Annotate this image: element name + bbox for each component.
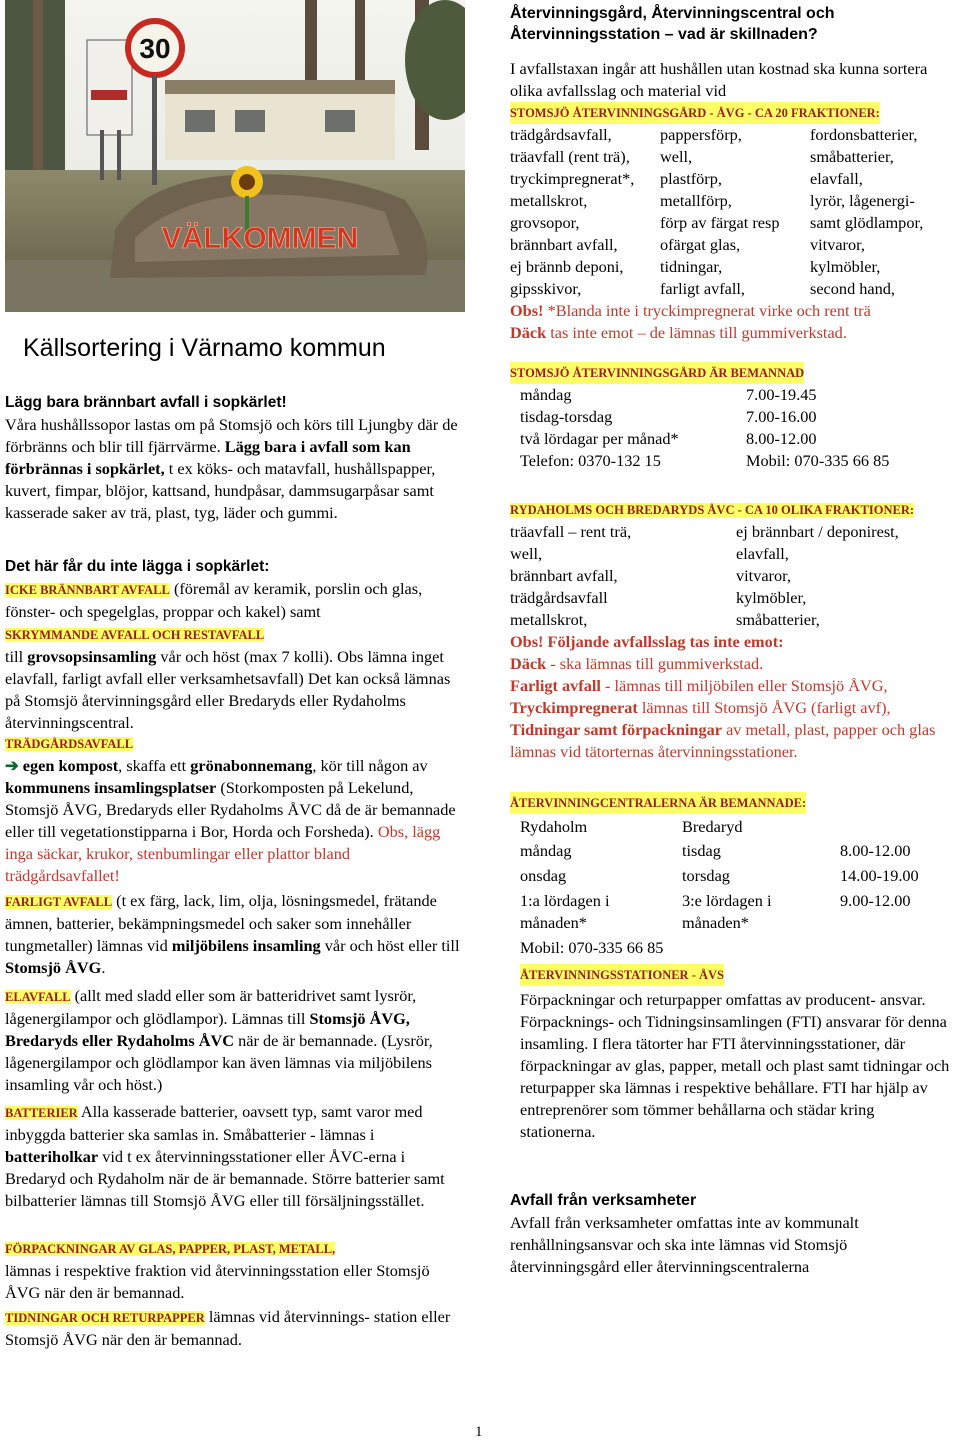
avc-header-cell: Rydaholm bbox=[520, 817, 588, 836]
avc-table-cell: 1:a lördagen i månaden* bbox=[520, 891, 610, 932]
obs1-text: *Blanda inte i tryckimpregnerat virke och rent trä bbox=[547, 301, 871, 320]
garden-b2: grönabonnemang bbox=[190, 756, 313, 775]
bemannad-table bbox=[520, 384, 946, 472]
right-heading-section bbox=[510, 3, 950, 45]
lead-section bbox=[5, 392, 465, 524]
stomsjo-table-cell: metallförp, bbox=[660, 191, 732, 210]
avc-table-cell: 14.00-19.00 bbox=[840, 866, 919, 885]
tidn-note-label: Tidningar samt förpackningar bbox=[510, 720, 722, 739]
intro-text: I avfallstaxan ingår att hushållen utan kostnad ska kunna sortera olika avfallsslag och material vid bbox=[510, 59, 928, 100]
stomsjo-section bbox=[510, 58, 955, 344]
newspaper-section bbox=[5, 1306, 465, 1351]
avc-section bbox=[510, 792, 955, 959]
rydaholm-table-cell: trädgårdsavfall bbox=[510, 588, 608, 607]
hazard-paragraph bbox=[5, 890, 465, 979]
rydaholm-table-cell: ej brännbart / deponirest, bbox=[736, 522, 899, 541]
newspaper-paragraph bbox=[5, 1306, 465, 1351]
stomsjo-table-cell: tidningar, bbox=[660, 257, 723, 276]
hazard-t1: (t ex färg, lack, lim, olja, lösningsmedel, frätande ämnen, batterier, bekämpningsmedel och saker som innehåller tungmetaller) lämnas vid bbox=[5, 891, 437, 955]
rydaholm-table-cell: brännbart avfall, bbox=[510, 566, 618, 585]
stomsjo-table-cell: plastförp, bbox=[660, 169, 722, 188]
building bbox=[165, 80, 395, 160]
bemannad-table-cell: tisdag-torsdag bbox=[520, 407, 613, 426]
hazard-t2: vår och höst eller till bbox=[324, 936, 460, 955]
battery-paragraph bbox=[5, 1101, 465, 1212]
avc-table-cell: onsdag bbox=[520, 866, 567, 885]
rydaholm-table-row bbox=[510, 521, 955, 543]
garden-b1: egen kompost bbox=[22, 756, 119, 775]
rydaholm-table-cell: kylmöbler, bbox=[736, 588, 807, 607]
battery-b1: batteriholkar bbox=[5, 1147, 99, 1166]
garden-label: TRÄDGÅRDSAVFALL bbox=[5, 737, 134, 751]
garden-warning: Obs, lägg inga säckar, krukor, stenbumlingar eller plattor bland trädgårdsavfallet! bbox=[5, 822, 441, 885]
business-heading: Avfall från verksamheter bbox=[510, 1192, 697, 1209]
avc-table-cell: tisdag bbox=[682, 841, 721, 860]
electronics-label: ELAVFALL bbox=[5, 990, 71, 1004]
avc-mobile: Mobil: 070-335 66 85 bbox=[520, 938, 664, 957]
rydaholm-table bbox=[510, 521, 955, 631]
lead-paragraph bbox=[5, 414, 465, 524]
stomsjo-table-cell: brännbart avfall, bbox=[510, 235, 618, 254]
stomsjo-table-cell: småbatterier, bbox=[810, 147, 894, 166]
stomsjo-table-cell: kylmöbler, bbox=[810, 257, 881, 276]
dack1 bbox=[510, 322, 955, 344]
stomsjo-table bbox=[510, 124, 955, 300]
bemannad-table-cell: två lördagar per månad* bbox=[520, 429, 679, 448]
tryck-note-label: Tryckimpregnerat bbox=[510, 698, 638, 717]
battery-label: BATTERIER bbox=[5, 1106, 78, 1120]
lead-text-1: Våra hushållssopor lastas om på Stomsjö och körs till Ljungby där de förbränns och blir till fjärrvärme. bbox=[5, 415, 458, 456]
dack1-text: tas inte emot – de lämnas till gummiverkstad. bbox=[550, 323, 847, 342]
bemannad-table-row bbox=[520, 428, 946, 450]
stomsjo-table-cell: träavfall (rent trä), bbox=[510, 147, 630, 166]
page-number: 1 bbox=[475, 1424, 483, 1440]
hazard-t3: . bbox=[101, 958, 106, 977]
welcome-photo-svg bbox=[5, 0, 465, 312]
battery-t1: Alla kasserade batterier, oavsett typ, samt varor med inbyggda batterier ska samlas in. Småbatterier - lämnas i bbox=[5, 1102, 423, 1144]
packaging-paragraph bbox=[5, 1237, 465, 1304]
avc-label: ÅTERVINNINGCENTRALERNA ÄR BEMANNADE: bbox=[510, 792, 806, 814]
stomsjo-table-cell: samt glödlampor, bbox=[810, 213, 924, 232]
bemannad-table-cell: 7.00-19.45 bbox=[746, 385, 817, 404]
stomsjo-table-cell: well, bbox=[660, 147, 693, 166]
avc-table-row bbox=[520, 840, 940, 865]
stomsjo-table-cell: trädgårdsavfall, bbox=[510, 125, 612, 144]
business-section bbox=[510, 1190, 955, 1278]
welcome-rock-text: VÄLKOMMEN bbox=[161, 222, 359, 255]
newspaper-label: TIDNINGAR OCH RETURPAPPER bbox=[5, 1311, 205, 1325]
arrow-icon: ➔ bbox=[5, 756, 19, 775]
hazard-b1: miljöbilens insamling bbox=[171, 936, 321, 955]
garden-b3: kommunens insamlingsplatser bbox=[5, 778, 217, 797]
speed-sign-number: 30 bbox=[139, 33, 171, 64]
stomsjo-table-cell: farligt avfall, bbox=[660, 279, 745, 298]
tidn-note bbox=[510, 719, 955, 763]
rydaholm-table-cell: vitvaror, bbox=[736, 566, 791, 585]
stomsjo-table-cell: förp av färgat resp bbox=[660, 213, 780, 232]
avc-table-cell: 9.00-12.00 bbox=[840, 891, 911, 910]
lead-text-2: t ex köks- och matavfall, hushållspapper, kuvert, fimpar, blöjor, kattsand, hundpåsar, dammsugarpåsar samt kasserade saker av trä, plast, tyg, läder och gummi. bbox=[5, 459, 436, 522]
packaging-label: FÖRPACKNINGAR AV GLAS, PAPPER, PLAST, METALL, bbox=[5, 1242, 336, 1256]
bemannad-table-row bbox=[520, 384, 946, 406]
avc-header-cell: Bredaryd bbox=[682, 817, 743, 836]
stomsjo-table-row bbox=[510, 168, 955, 190]
not-allowed-section bbox=[5, 556, 465, 734]
avc-header-cell bbox=[840, 816, 940, 840]
avc-table bbox=[520, 816, 940, 937]
electronics-t1: (allt med sladd eller som är batteridrivet samt lysrör, lågenergilampor och glödlampor). Lämnas till bbox=[5, 986, 417, 1028]
stomsjo-table-cell: fordonsbatterier, bbox=[810, 125, 918, 144]
icke-paragraph bbox=[5, 578, 465, 734]
electronics-t2: när de är bemannade. (Lysrör, lågenergilampor och glödlampor kan även lämnas via miljöbilens insamling vår och höst.) bbox=[5, 1031, 433, 1094]
stomsjo-table-row bbox=[510, 146, 955, 168]
stomsjo-table-cell: ofärgat glas, bbox=[660, 235, 741, 254]
garden-t2: , kör till någon av bbox=[312, 756, 428, 775]
rydaholm-label: RYDAHOLMS OCH BREDARYDS ÅVC - CA 10 OLIKA FRAKTIONER: bbox=[510, 503, 915, 517]
page-title: Källsortering i Värnamo kommun bbox=[23, 334, 386, 362]
lead-text-bold: Lägg bara i avfall som kan förbrännas i sopkärlet, bbox=[5, 437, 411, 478]
garden-t3: (Storkomposten på Lekelund, Stomsjö ÅVG, Bredaryds eller Rydaholms ÅVC då de är bemannade eller till vegetationstipparna i Bor, Horda och Forsheda). bbox=[5, 778, 456, 841]
stomsjo-table-cell: vitvaror, bbox=[810, 235, 865, 254]
stomsjo-table-cell: elavfall, bbox=[810, 169, 863, 188]
business-text: Avfall från verksamheter omfattas inte av kommunalt renhållningsansvar och ska inte lämnas vid Stomsjö återvinningsgård eller återvinningscentralerna bbox=[510, 1213, 859, 1276]
dack2-label: Däck bbox=[510, 654, 547, 673]
avc-table-row bbox=[520, 890, 940, 937]
battery-t2: vid t ex återvinningsstationer eller ÅVC-erna i Bredaryd och Rydaholm när de är bemannade. Större batterier samt bilbatterier lämnas till Stomsjö ÅVG eller till försäljningsstället. bbox=[5, 1147, 445, 1210]
garden-section bbox=[5, 732, 465, 887]
garden-t1: , skaffa ett bbox=[118, 756, 187, 775]
stomsjo-table-cell: tryckimpregnerat*, bbox=[510, 169, 635, 188]
stomsjo-table-row bbox=[510, 124, 955, 146]
avc-header-row bbox=[520, 816, 940, 840]
avc-table-cell: måndag bbox=[520, 841, 572, 860]
bemannad-table-cell: måndag bbox=[520, 385, 572, 404]
avs-section bbox=[520, 964, 950, 1143]
bemannad-table-row bbox=[520, 450, 946, 472]
skrym-pre: till bbox=[5, 647, 24, 666]
electronics-b1: Stomsjö ÅVG, Bredaryds eller Rydaholms ÅVC bbox=[5, 1009, 410, 1050]
stomsjo-table-cell: second hand, bbox=[810, 279, 895, 298]
stomsjo-table-row bbox=[510, 234, 955, 256]
avc-table-cell: 8.00-12.00 bbox=[840, 841, 911, 860]
icke-label: ICKE BRÄNNBART AVFALL bbox=[5, 583, 170, 597]
tidn-note-text: av metall, plast, papper och glas lämnas vid tätorternas återvinningsstationer. bbox=[510, 720, 936, 761]
tryck-note bbox=[510, 697, 955, 719]
stomsjo-label: STOMSJÖ ÅTERVINNINGSGÅRD - ÅVG - CA 20 FRAKTIONER: bbox=[510, 102, 880, 124]
tryck-note-text: lämnas till Stomsjö ÅVG (farligt avf), bbox=[641, 698, 891, 717]
obs2: Obs! Följande avfallsslag tas inte emot: bbox=[510, 632, 784, 651]
garden-paragraph bbox=[5, 732, 465, 887]
stomsjo-table-cell: ej brännb deponi, bbox=[510, 257, 624, 276]
bemannad-table-row bbox=[520, 406, 946, 428]
rydaholm-table-row bbox=[510, 565, 955, 587]
rydaholm-table-cell: träavfall – rent trä, bbox=[510, 522, 632, 541]
avs-label: ÅTERVINNINGSSTATIONER - ÅVS bbox=[520, 964, 724, 986]
dack1-label: Däck bbox=[510, 323, 547, 342]
rydaholm-section bbox=[510, 501, 955, 763]
packaging-section bbox=[5, 1237, 465, 1304]
rydaholm-table-cell: elavfall, bbox=[736, 544, 789, 563]
not-allowed-heading: Det här får du inte lägga i sopkärlet: bbox=[5, 558, 270, 575]
farligt-note-text: - lämnas till miljöbilen eller Stomsjö ÅVG, bbox=[604, 676, 888, 695]
stomsjo-table-cell: metallskrot, bbox=[510, 191, 588, 210]
hazard-b2: Stomsjö ÅVG bbox=[5, 958, 102, 977]
newspaper-text: lämnas vid återvinnings- station eller Stomsjö ÅVG när den är bemannad. bbox=[5, 1307, 451, 1349]
electronics-section bbox=[5, 985, 465, 1096]
avc-table-row bbox=[520, 865, 940, 890]
farligt-note-label: Farligt avfall bbox=[510, 676, 601, 695]
bemannad-table-cell: 7.00-16.00 bbox=[746, 407, 817, 426]
bemannad-table-cell: Mobil: 070-335 66 85 bbox=[746, 451, 890, 470]
hazard-section bbox=[5, 890, 465, 979]
battery-section bbox=[5, 1101, 465, 1212]
rydaholm-table-cell: metallskrot, bbox=[510, 610, 588, 629]
farligt-note bbox=[510, 675, 955, 697]
avs-text: Förpackningar och returpapper omfattas av producent- ansvar. Förpacknings- och Tidningsinsamlingen (FTI) ansvarar för denna insamling. I flera tätorter har FTI återvinningsstationer, där förpackningar av glas, papper, metall och plast samt tidningar och returpapper ska lämnas i respektive behållare. FTI har hjälp av entreprenörer som tömmer behållarna och städar kring stationerna. bbox=[520, 990, 950, 1141]
skrym-label: SKRYMMANDE AVFALL OCH RESTAVFALL bbox=[5, 628, 265, 642]
bemannad-section bbox=[510, 362, 955, 472]
stomsjo-table-cell: pappersförp, bbox=[660, 125, 742, 144]
stomsjo-table-row bbox=[510, 212, 955, 234]
dack2 bbox=[510, 653, 955, 675]
icke-text: (föremål av keramik, porslin och glas, fönster- och spegelglas, proppar och kakel) samt bbox=[5, 579, 423, 621]
obs1-label: Obs! bbox=[510, 301, 544, 320]
rydaholm-table-row bbox=[510, 543, 955, 565]
welcome-photo bbox=[5, 0, 465, 312]
stomsjo-table-cell: grovsopor, bbox=[510, 213, 580, 232]
bemannad-label: STOMSJÖ ÅTERVINNINGSGÅRD ÄR BEMANNAD bbox=[510, 362, 804, 384]
stomsjo-table-row bbox=[510, 190, 955, 212]
packaging-text: lämnas i respektive fraktion vid återvinningsstation eller Stomsjö ÅVG när den är bemannad. bbox=[5, 1261, 430, 1302]
hazard-label: FARLIGT AVFALL bbox=[5, 895, 113, 909]
skrym-bold: grovsopsinsamling bbox=[27, 647, 157, 666]
stomsjo-table-cell: gipsskivor, bbox=[510, 279, 582, 298]
stomsjo-table-row bbox=[510, 278, 955, 300]
electronics-paragraph bbox=[5, 985, 465, 1096]
stomsjo-table-row bbox=[510, 256, 955, 278]
avc-table-cell: 3:e lördagen i månaden* bbox=[682, 891, 772, 932]
right-heading: Återvinningsgård, Återvinningscentral och Återvinningsstation – vad är skillnaden? bbox=[510, 5, 835, 43]
rydaholm-table-cell: småbatterier, bbox=[736, 610, 820, 629]
bemannad-table-cell: Telefon: 0370-132 15 bbox=[520, 451, 661, 470]
skrym-text: vår och höst (max 7 kolli). Obs lämna inget elavfall, farligt avfall eller verksamhetsavfall) Det kan också lämnas på Stomsjö återvinningsgård eller Bredaryds eller Rydaholms återvinningscentral. bbox=[5, 647, 451, 732]
obs1 bbox=[510, 300, 955, 322]
rydaholm-table-cell: well, bbox=[510, 544, 543, 563]
rydaholm-table-row bbox=[510, 609, 955, 631]
rydaholm-table-row bbox=[510, 587, 955, 609]
stomsjo-table-cell: lyrör, lågenergi- bbox=[810, 191, 915, 210]
lead-heading: Lägg bara brännbart avfall i sopkärlet! bbox=[5, 394, 287, 411]
dack2-text: - ska lämnas till gummiverkstad. bbox=[550, 654, 764, 673]
bemannad-table-cell: 8.00-12.00 bbox=[746, 429, 817, 448]
avc-table-cell: torsdag bbox=[682, 866, 730, 885]
